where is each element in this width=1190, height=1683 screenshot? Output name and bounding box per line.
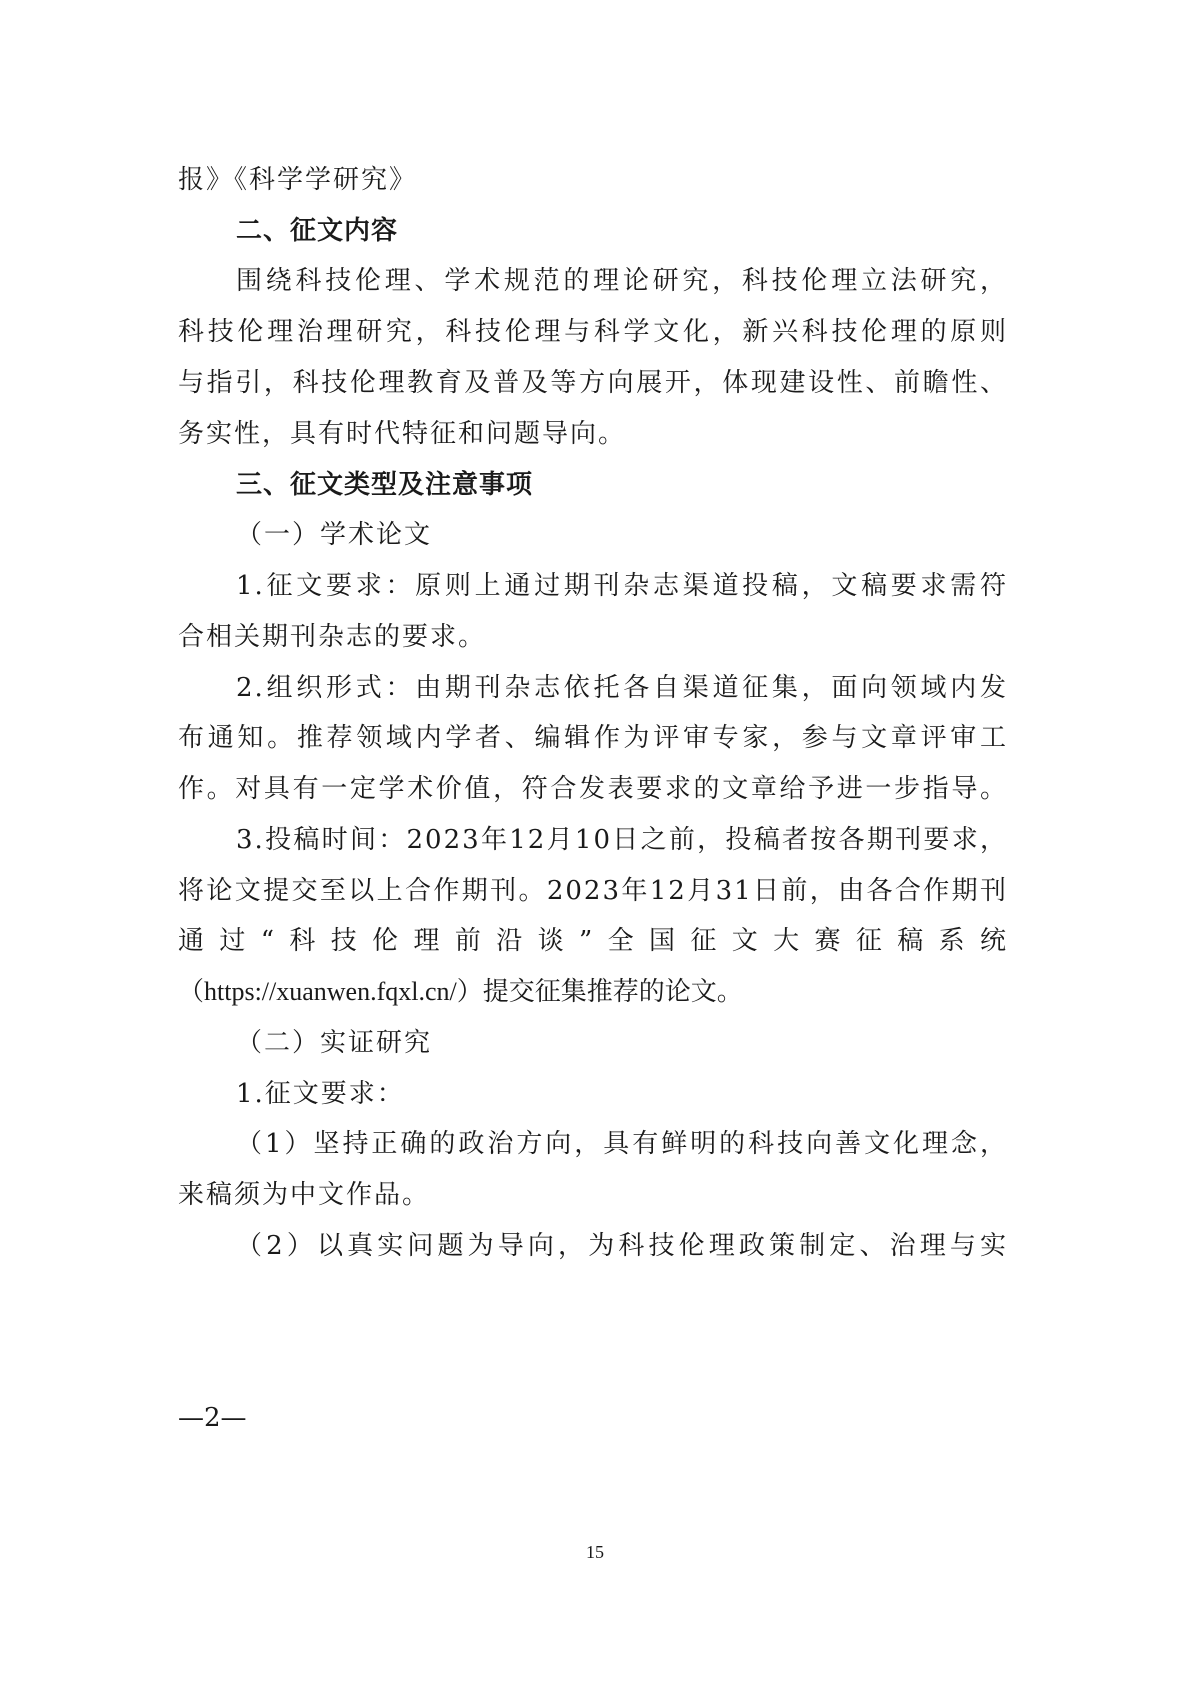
paragraph-line: 来稿须为中文作品。 bbox=[178, 1180, 431, 1210]
paragraph-line: 通过“科技伦理前沿谈”全国征文大赛征稿系统 bbox=[178, 926, 1008, 956]
paragraph-line: 合相关期刊杂志的要求。 bbox=[178, 622, 487, 652]
subsection-heading-empirical: （二）实证研究 bbox=[236, 1028, 433, 1058]
paragraph-line: 报》《科学学研究》 bbox=[178, 165, 418, 195]
paragraph-line: （2）以真实问题为导向，为科技伦理政策制定、治理与实 bbox=[236, 1231, 1008, 1261]
paragraph-line: 与指引，科技伦理教育及普及等方向展开，体现建设性、前瞻性、 bbox=[178, 368, 1008, 398]
subsection-heading-academic: （一）学术论文 bbox=[236, 520, 433, 550]
sheet-number: 15 bbox=[586, 1542, 604, 1562]
section-heading-content: 二、征文内容 bbox=[236, 216, 399, 246]
paragraph-line: 1.征文要求： bbox=[236, 1079, 405, 1109]
paragraph-line: 布通知。推荐领域内学者、编辑作为评审专家，参与文章评审工 bbox=[178, 723, 1008, 753]
submission-url-line: （https://xuanwen.fqxl.cn/）提交征集推荐的论文。 bbox=[178, 977, 743, 1006]
paragraph-line: 3.投稿时间：2023年12月10日之前，投稿者按各期刊要求， bbox=[236, 825, 1008, 855]
paragraph-line: 将论文提交至以上合作期刊。2023年12月31日前，由各合作期刊 bbox=[178, 876, 1008, 906]
paragraph-line: （1）坚持正确的政治方向，具有鲜明的科技向善文化理念， bbox=[236, 1129, 1008, 1159]
paragraph-line: 科技伦理治理研究，科技伦理与科学文化，新兴科技伦理的原则 bbox=[178, 317, 1008, 347]
paragraph-line: 1.征文要求：原则上通过期刊杂志渠道投稿，文稿要求需符 bbox=[236, 571, 1008, 601]
paragraph-line: 围绕科技伦理、学术规范的理论研究，科技伦理立法研究， bbox=[236, 266, 1008, 296]
paragraph-line: 2.组织形式：由期刊杂志依托各自渠道征集，面向领域内发 bbox=[236, 673, 1008, 703]
section-heading-types: 三、征文类型及注意事项 bbox=[236, 470, 534, 500]
paragraph-line: 作。对具有一定学术价值，符合发表要求的文章给予进一步指导。 bbox=[178, 774, 1008, 804]
page-label: —2— bbox=[178, 1403, 247, 1433]
paragraph-line: 务实性，具有时代特征和问题导向。 bbox=[178, 419, 627, 449]
